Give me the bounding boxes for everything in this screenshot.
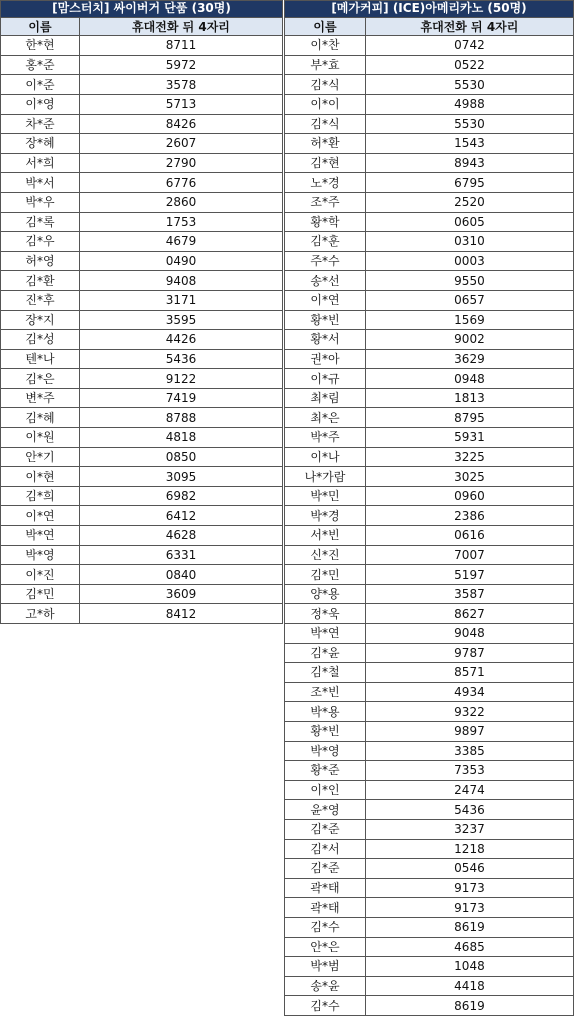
table-title: [메가커피] (ICE)아메리카노 (50명) xyxy=(285,1,574,18)
phone-cell: 7353 xyxy=(365,761,573,781)
table-row xyxy=(1,467,283,487)
phone-cell: 0310 xyxy=(365,232,573,252)
phone-cell: 2386 xyxy=(365,506,573,526)
phone-cell: 5931 xyxy=(365,428,573,448)
phone-cell: 8619 xyxy=(365,996,573,1016)
name-cell: 김*환 xyxy=(1,271,80,291)
table-row xyxy=(285,290,574,310)
momstouch-winner-table xyxy=(0,0,283,624)
table-row xyxy=(285,506,574,526)
table-row xyxy=(285,957,574,977)
table-row xyxy=(1,153,283,173)
table-row xyxy=(1,526,283,546)
phone-cell: 7007 xyxy=(365,545,573,565)
table-row xyxy=(285,996,574,1016)
phone-cell: 8426 xyxy=(79,114,282,134)
name-cell: 주*수 xyxy=(285,251,366,271)
phone-cell: 0840 xyxy=(79,565,282,585)
table-row xyxy=(1,55,283,75)
phone-cell: 0605 xyxy=(365,212,573,232)
phone-cell: 8711 xyxy=(79,36,282,56)
phone-cell: 0546 xyxy=(365,859,573,879)
phone-cell: 9322 xyxy=(365,702,573,722)
phone-cell: 1048 xyxy=(365,957,573,977)
table-row xyxy=(285,702,574,722)
table-row xyxy=(1,134,283,154)
phone-cell: 6982 xyxy=(79,486,282,506)
phone-cell: 4426 xyxy=(79,330,282,350)
name-cell: 곽*태 xyxy=(285,878,366,898)
name-cell: 김*성 xyxy=(1,330,80,350)
table-row xyxy=(285,232,574,252)
name-cell: 김*민 xyxy=(285,565,366,585)
phone-cell: 9550 xyxy=(365,271,573,291)
table-row xyxy=(1,388,283,408)
name-cell: 김*민 xyxy=(1,584,80,604)
name-cell: 김*은 xyxy=(1,369,80,389)
name-cell: 이*연 xyxy=(1,506,80,526)
name-cell: 황*서 xyxy=(285,330,366,350)
table-row xyxy=(285,526,574,546)
name-cell: 정*욱 xyxy=(285,604,366,624)
table-row xyxy=(285,55,574,75)
phone-cell: 2790 xyxy=(79,153,282,173)
name-cell: 부*효 xyxy=(285,55,366,75)
phone-cell: 5972 xyxy=(79,55,282,75)
table-row xyxy=(1,94,283,114)
name-cell: 김*수 xyxy=(285,996,366,1016)
table-row xyxy=(285,349,574,369)
name-cell: 이*인 xyxy=(285,780,366,800)
phone-cell: 4418 xyxy=(365,976,573,996)
table-row xyxy=(1,251,283,271)
name-cell: 박*영 xyxy=(285,741,366,761)
table-row xyxy=(285,212,574,232)
name-cell: 노*경 xyxy=(285,173,366,193)
table-row xyxy=(285,173,574,193)
name-cell: 이*규 xyxy=(285,369,366,389)
table-row xyxy=(285,780,574,800)
phone-cell: 9897 xyxy=(365,721,573,741)
name-cell: 허*영 xyxy=(1,251,80,271)
phone-cell: 3095 xyxy=(79,467,282,487)
phone-cell: 5530 xyxy=(365,75,573,95)
table-row xyxy=(1,565,283,585)
name-cell: 조*빈 xyxy=(285,682,366,702)
name-cell: 황*빈 xyxy=(285,310,366,330)
table-title: [맘스터치] 싸이버거 단품 (30명) xyxy=(1,1,283,18)
name-cell: 서*빈 xyxy=(285,526,366,546)
table-row xyxy=(1,114,283,134)
name-cell: 박*민 xyxy=(285,486,366,506)
name-cell: 진*후 xyxy=(1,290,80,310)
table-row xyxy=(285,682,574,702)
name-cell: 박*우 xyxy=(1,192,80,212)
name-cell: 박*주 xyxy=(285,428,366,448)
phone-cell: 3587 xyxy=(365,584,573,604)
table-row xyxy=(285,428,574,448)
name-cell: 송*윤 xyxy=(285,976,366,996)
name-cell: 김*혜 xyxy=(1,408,80,428)
phone-cell: 0742 xyxy=(365,36,573,56)
table-row xyxy=(1,310,283,330)
name-cell: 한*현 xyxy=(1,36,80,56)
table-row xyxy=(285,800,574,820)
phone-cell: 9408 xyxy=(79,271,282,291)
table-row xyxy=(285,75,574,95)
phone-cell: 0616 xyxy=(365,526,573,546)
name-cell: 김*준 xyxy=(285,819,366,839)
name-cell: 박*경 xyxy=(285,506,366,526)
phone-cell: 1218 xyxy=(365,839,573,859)
name-cell: 차*준 xyxy=(1,114,80,134)
name-cell: 이*원 xyxy=(1,428,80,448)
table-row xyxy=(1,428,283,448)
phone-column-header: 휴대전화 뒤 4자리 xyxy=(79,17,282,36)
name-cell: 장*지 xyxy=(1,310,80,330)
table-row xyxy=(285,369,574,389)
table-row xyxy=(285,408,574,428)
phone-cell: 0003 xyxy=(365,251,573,271)
phone-cell: 1813 xyxy=(365,388,573,408)
phone-cell: 0948 xyxy=(365,369,573,389)
phone-cell: 2607 xyxy=(79,134,282,154)
phone-cell: 3025 xyxy=(365,467,573,487)
name-cell: 최*은 xyxy=(285,408,366,428)
table-row xyxy=(1,545,283,565)
megacoffee-winner-table xyxy=(284,0,574,1016)
phone-cell: 9002 xyxy=(365,330,573,350)
phone-cell: 8571 xyxy=(365,663,573,683)
name-cell: 권*아 xyxy=(285,349,366,369)
phone-cell: 3171 xyxy=(79,290,282,310)
name-cell: 황*준 xyxy=(285,761,366,781)
table-row xyxy=(1,506,283,526)
table-row xyxy=(1,349,283,369)
table-row xyxy=(1,408,283,428)
phone-cell: 3385 xyxy=(365,741,573,761)
name-column-header: 이름 xyxy=(285,17,366,36)
phone-cell: 4988 xyxy=(365,94,573,114)
phone-cell: 3225 xyxy=(365,447,573,467)
table-row xyxy=(285,94,574,114)
name-cell: 김*식 xyxy=(285,75,366,95)
name-cell: 김*준 xyxy=(285,859,366,879)
name-cell: 이*연 xyxy=(285,290,366,310)
table-row xyxy=(285,251,574,271)
table-row xyxy=(285,878,574,898)
phone-cell: 9787 xyxy=(365,643,573,663)
phone-cell: 1543 xyxy=(365,134,573,154)
name-cell: 송*선 xyxy=(285,271,366,291)
phone-cell: 1753 xyxy=(79,212,282,232)
table-body xyxy=(1,36,283,624)
table-row xyxy=(285,721,574,741)
name-cell: 이*나 xyxy=(285,447,366,467)
table-row xyxy=(285,604,574,624)
name-cell: 박*서 xyxy=(1,173,80,193)
table-row xyxy=(1,212,283,232)
table-row xyxy=(285,447,574,467)
name-cell: 김*희 xyxy=(1,486,80,506)
table-row xyxy=(1,36,283,56)
name-cell: 고*하 xyxy=(1,604,80,624)
name-cell: 김*록 xyxy=(1,212,80,232)
table-row xyxy=(1,330,283,350)
table-row xyxy=(1,290,283,310)
phone-cell: 3629 xyxy=(365,349,573,369)
table-row xyxy=(1,75,283,95)
name-cell: 이*이 xyxy=(285,94,366,114)
phone-cell: 8619 xyxy=(365,917,573,937)
table-row xyxy=(285,545,574,565)
phone-cell: 6795 xyxy=(365,173,573,193)
name-cell: 박*연 xyxy=(285,624,366,644)
name-cell: 김*윤 xyxy=(285,643,366,663)
table-row xyxy=(285,976,574,996)
name-cell: 안*기 xyxy=(1,447,80,467)
name-cell: 변*주 xyxy=(1,388,80,408)
table-row xyxy=(1,192,283,212)
name-cell: 박*연 xyxy=(1,526,80,546)
table-body xyxy=(285,36,574,1016)
table-row xyxy=(285,114,574,134)
phone-cell: 5436 xyxy=(365,800,573,820)
table-row xyxy=(285,624,574,644)
phone-cell: 0490 xyxy=(79,251,282,271)
phone-cell: 2860 xyxy=(79,192,282,212)
table-row xyxy=(1,271,283,291)
name-cell: 김*수 xyxy=(285,917,366,937)
table-row xyxy=(285,36,574,56)
phone-cell: 4818 xyxy=(79,428,282,448)
table-header-row xyxy=(285,17,574,36)
phone-cell: 5713 xyxy=(79,94,282,114)
table-row xyxy=(285,153,574,173)
table-row xyxy=(1,604,283,624)
phone-cell: 5436 xyxy=(79,349,282,369)
phone-cell: 9122 xyxy=(79,369,282,389)
table-row xyxy=(1,173,283,193)
phone-cell: 9173 xyxy=(365,898,573,918)
phone-cell: 9048 xyxy=(365,624,573,644)
table-row xyxy=(285,192,574,212)
name-cell: 박*용 xyxy=(285,702,366,722)
name-cell: 김*철 xyxy=(285,663,366,683)
table-row xyxy=(1,232,283,252)
name-cell: 황*학 xyxy=(285,212,366,232)
table-header-row xyxy=(1,17,283,36)
phone-cell: 4628 xyxy=(79,526,282,546)
name-cell: 신*진 xyxy=(285,545,366,565)
name-cell: 최*림 xyxy=(285,388,366,408)
table-row xyxy=(285,388,574,408)
phone-cell: 9173 xyxy=(365,878,573,898)
phone-cell: 3237 xyxy=(365,819,573,839)
phone-cell: 0960 xyxy=(365,486,573,506)
name-cell: 황*빈 xyxy=(285,721,366,741)
name-cell: 윤*영 xyxy=(285,800,366,820)
table-row xyxy=(1,486,283,506)
phone-cell: 0850 xyxy=(79,447,282,467)
phone-cell: 8412 xyxy=(79,604,282,624)
name-cell: 박*영 xyxy=(1,545,80,565)
phone-cell: 8943 xyxy=(365,153,573,173)
name-cell: 김*우 xyxy=(1,232,80,252)
phone-cell: 7419 xyxy=(79,388,282,408)
phone-cell: 8627 xyxy=(365,604,573,624)
phone-cell: 6331 xyxy=(79,545,282,565)
name-cell: 이*찬 xyxy=(285,36,366,56)
table-row xyxy=(285,663,574,683)
phone-cell: 8788 xyxy=(79,408,282,428)
phone-cell: 6412 xyxy=(79,506,282,526)
table-row xyxy=(285,565,574,585)
name-cell: 텐*나 xyxy=(1,349,80,369)
name-cell: 서*희 xyxy=(1,153,80,173)
name-cell: 양*용 xyxy=(285,584,366,604)
phone-cell: 0657 xyxy=(365,290,573,310)
phone-cell: 5197 xyxy=(365,565,573,585)
phone-cell: 3595 xyxy=(79,310,282,330)
table-row xyxy=(285,761,574,781)
phone-column-header: 휴대전화 뒤 4자리 xyxy=(365,17,573,36)
name-column-header: 이름 xyxy=(1,17,80,36)
name-cell: 김*훈 xyxy=(285,232,366,252)
phone-cell: 4679 xyxy=(79,232,282,252)
table-row xyxy=(285,859,574,879)
table-row xyxy=(285,917,574,937)
name-cell: 김*식 xyxy=(285,114,366,134)
name-cell: 이*준 xyxy=(1,75,80,95)
name-cell: 장*혜 xyxy=(1,134,80,154)
name-cell: 이*진 xyxy=(1,565,80,585)
table-row xyxy=(285,819,574,839)
table-row xyxy=(1,584,283,604)
phone-cell: 1569 xyxy=(365,310,573,330)
phone-cell: 4685 xyxy=(365,937,573,957)
name-cell: 허*환 xyxy=(285,134,366,154)
phone-cell: 2520 xyxy=(365,192,573,212)
table-title-row xyxy=(1,1,283,18)
table-row xyxy=(285,330,574,350)
table-row xyxy=(285,643,574,663)
name-cell: 박*범 xyxy=(285,957,366,977)
phone-cell: 6776 xyxy=(79,173,282,193)
table-row xyxy=(285,898,574,918)
phone-cell: 2474 xyxy=(365,780,573,800)
phone-cell: 4934 xyxy=(365,682,573,702)
name-cell: 김*서 xyxy=(285,839,366,859)
table-row xyxy=(285,741,574,761)
table-row xyxy=(285,310,574,330)
table-row xyxy=(1,447,283,467)
name-cell: 곽*태 xyxy=(285,898,366,918)
name-cell: 홍*준 xyxy=(1,55,80,75)
phone-cell: 5530 xyxy=(365,114,573,134)
table-title-row xyxy=(285,1,574,18)
phone-cell: 3609 xyxy=(79,584,282,604)
name-cell: 이*영 xyxy=(1,94,80,114)
table-row xyxy=(285,839,574,859)
table-row xyxy=(285,937,574,957)
table-row xyxy=(285,584,574,604)
table-row xyxy=(285,271,574,291)
phone-cell: 3578 xyxy=(79,75,282,95)
table-row xyxy=(285,486,574,506)
name-cell: 이*현 xyxy=(1,467,80,487)
table-row xyxy=(285,467,574,487)
name-cell: 나*가람 xyxy=(285,467,366,487)
phone-cell: 8795 xyxy=(365,408,573,428)
table-row xyxy=(1,369,283,389)
phone-cell: 0522 xyxy=(365,55,573,75)
name-cell: 조*주 xyxy=(285,192,366,212)
table-row xyxy=(285,134,574,154)
name-cell: 김*현 xyxy=(285,153,366,173)
name-cell: 안*은 xyxy=(285,937,366,957)
